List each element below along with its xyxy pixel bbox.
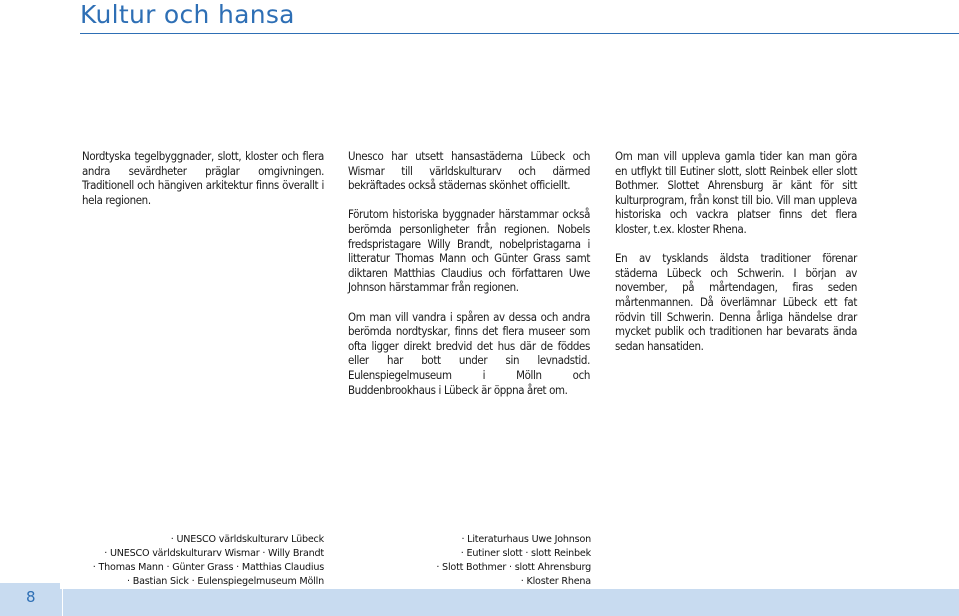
paragraph: En av tysklands äldsta traditioner förenar städerna Lübeck och Schwerin. I början av november, på mårtendagen, firas seden mårtenmannen. Då överlämnar Lübeck ett fat rödvin till Schwerin. Denna årliga händelse drar mycket publik och traditionen har bevarats ända sedan hansatiden. — [615, 251, 857, 353]
paragraph: Unesco har utsett hansastäderna Lübeck och Wismar till världskulturarv och därmed bekräftades också städernas skönhet officiellt. — [348, 149, 590, 193]
list-item: · UNESCO världskulturarv Lübeck — [170, 534, 324, 545]
list-item: · UNESCO världskulturarv Wismar · Willy Brandt — [104, 548, 324, 559]
list-item: · Thomas Mann · Günter Grass · Matthias Claudius — [92, 562, 324, 573]
paragraph: Förutom historiska byggnader härstammar också berömda personligheter från regionen. Nobels fredspristagare Willy Brandt, nobelpristagarna i litteratur Thomas Mann och Günter Grass samt diktaren Matthias Claudius och författaren Uwe Johnson härstammar från regionen. — [348, 207, 590, 295]
list-item: · Bastian Sick · Eulenspiegelmuseum Mölln — [127, 576, 324, 587]
sights-list-left — [93, 533, 324, 589]
paragraph: Om man vill uppleva gamla tider kan man göra en utflykt till Eutiner slott, slott Reinbek eller slott Bothmer. Slottet Ahrensburg är känt för sitt kulturprogram, från konst till bio. Vill man uppleva historiska och vackra platser finns det flera kloster, t.ex. kloster Rhena. — [615, 149, 857, 236]
paragraph: Om man vill vandra i spåren av dessa och andra berömda nordtyskar, finns det flera museer som ofta ligger direkt bredvid det hus där de föddes eller har bott under sin levnadstid. Eulenspiegelmuseum i Mölln och Buddenbrookhaus i Lübeck är öppna året om. — [348, 309, 590, 397]
list-item: · Kloster Rhena — [520, 576, 591, 587]
list-item: · Literaturhaus Uwe Johnson — [461, 534, 591, 545]
list-item: · Slott Bothmer · slott Ahrensburg — [436, 562, 591, 573]
text-column-3 — [615, 149, 857, 368]
list-item: · Eutiner slott · slott Reinbek — [460, 548, 591, 559]
page-title: Kultur och hansa — [80, 0, 295, 29]
text-column-2 — [348, 149, 590, 412]
footer-divider — [62, 589, 63, 616]
paragraph: Nordtyska tegelbyggnader, slott, kloster och flera andra sevärdheter präglar omgivningen. Traditionell och hängiven arkitektur finns överallt i hela regionen. — [82, 149, 324, 207]
title-underline — [80, 33, 959, 34]
footer-bar — [0, 589, 959, 616]
page-header — [0, 0, 959, 36]
text-column-1 — [82, 149, 324, 222]
page-number: 8 — [26, 588, 36, 606]
sights-list-right — [436, 533, 591, 589]
